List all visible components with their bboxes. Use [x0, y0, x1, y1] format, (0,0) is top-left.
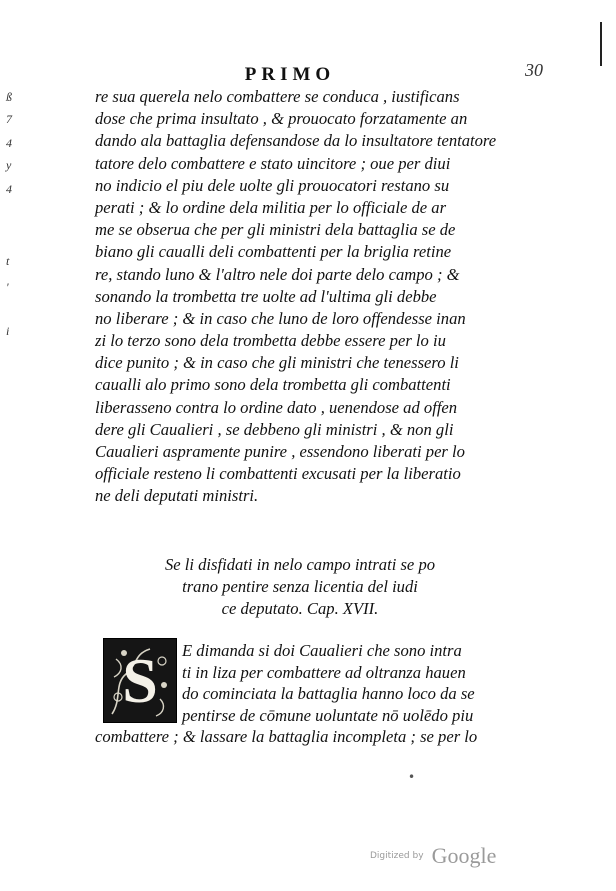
margin-mark: ': [6, 280, 9, 294]
chapter-heading: [100, 554, 500, 620]
ink-mark: •: [408, 770, 416, 784]
decorated-initial: [103, 638, 177, 723]
text-line: dere gli Caualieri , se debbeno gli ministri , & non gli: [95, 419, 454, 439]
page-edge-mark: [600, 22, 610, 66]
text-line: do cominciata la battaglia hanno loco da se: [182, 684, 475, 703]
text-line: ti in liza per combattere ad oltranza hauen: [182, 662, 466, 682]
watermark-prefix: Digitized by: [370, 851, 424, 861]
text-line: perati ; & lo ordine dela militia per lo officiale de ar: [95, 197, 447, 217]
text-line: combattere ; & lassare la battaglia incompleta ; se per lo: [95, 727, 478, 746]
running-title: PRIMO: [244, 64, 336, 85]
initial-letter: S: [122, 645, 158, 716]
text-line: dice punito ; & in caso che gli ministri che tenessero li: [95, 353, 459, 373]
margin-mark: ß: [6, 90, 12, 104]
text-line: tatore delo combattere e stato uincitore ; oue per diui: [95, 153, 451, 173]
text-line: ne deli deputati ministri.: [95, 486, 259, 506]
margin-mark: 4: [6, 136, 12, 150]
text-line: no indicio el piu dele uolte gli prouocatori restano su: [95, 175, 450, 195]
heading-line: trano pentire senza licentia del iudi: [182, 577, 418, 596]
margin-mark: 4: [6, 182, 12, 196]
text-line: re sua querela nelo combattere se conduca , iustificans: [95, 87, 460, 106]
chapter-paragraph-start: [182, 640, 492, 726]
text-line: liberasseno contra lo ordine dato , uenendose ad offen: [95, 397, 458, 417]
page-number: 30: [525, 60, 543, 80]
text-line: dando ala battaglia defensandose da lo insultatore tentatore: [95, 131, 497, 151]
text-line: pentirse de cōmune uoluntate nō uolēdo piu: [182, 705, 474, 725]
margin-mark: i: [6, 324, 10, 338]
digitization-watermark: [370, 843, 496, 869]
text-line: me se obserua che per gli ministri dela battaglia se de: [95, 220, 456, 240]
heading-line: ce deputato. Cap. XVII.: [221, 599, 379, 618]
margin-mark: y: [6, 158, 12, 172]
text-line: biano gli caualli deli combattenti per la briglia retine: [95, 242, 452, 262]
margin-mark: t: [6, 254, 10, 268]
body-paragraph: [95, 86, 497, 508]
text-line: re, stando luno & l'altro nele doi parte delo campo ; &: [95, 264, 460, 284]
text-line: dose che prima insultato , & prouocato forzatamente an: [95, 109, 468, 129]
chapter-paragraph-continued: [95, 726, 487, 748]
text-line: zi lo terzo sono dela trombetta debbe essere per lo iu: [95, 331, 446, 351]
margin-mark: 7: [6, 112, 12, 126]
text-line: officiale resteno li combattenti excusati per la liberatio: [95, 464, 461, 484]
text-line: E dimanda si doi Caualieri che sono intra: [182, 641, 462, 660]
text-line: sonando la trombetta tre uolte ad l'ultima gli debbe: [95, 286, 437, 306]
text-line: Caualieri aspramente punire , essendono liberati per lo: [95, 442, 465, 461]
heading-line: Se li disfidati in nelo campo intrati se po: [164, 555, 436, 574]
watermark-brand: Google: [431, 843, 497, 868]
text-line: no liberare ; & in caso che luno de loro offendesse inan: [95, 308, 466, 328]
text-line: caualli alo primo sono dela trombetta gli combattenti: [95, 375, 451, 395]
